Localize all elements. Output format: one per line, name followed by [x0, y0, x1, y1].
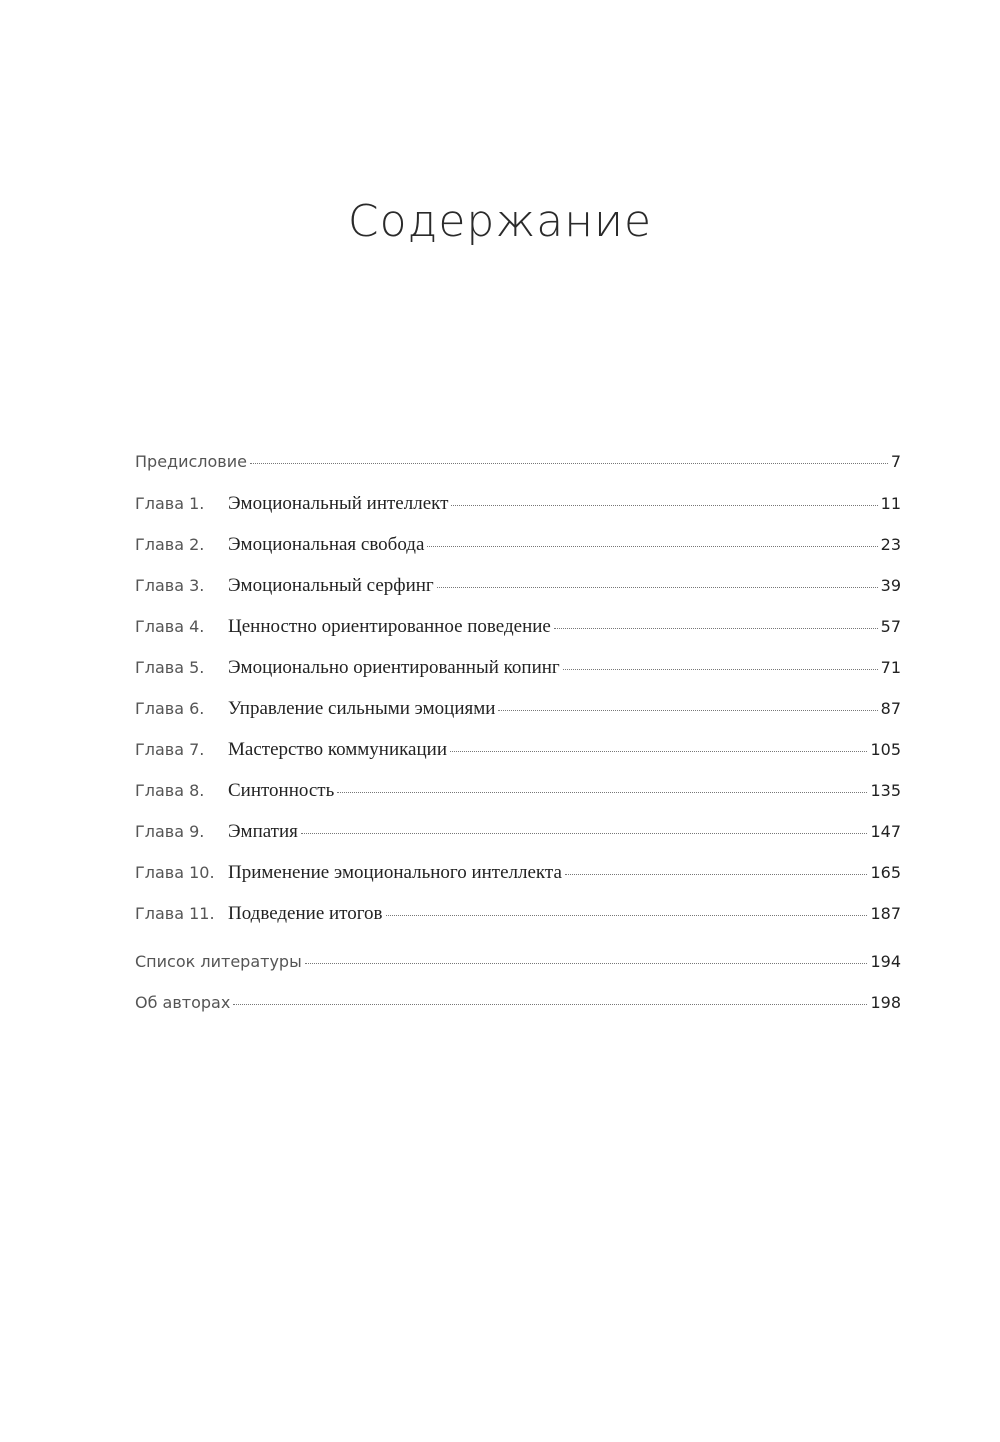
toc-page-number: 87	[880, 699, 901, 718]
toc-entry-title: Предисловие	[135, 452, 247, 471]
toc-entry-chapter[interactable]	[135, 698, 901, 739]
toc-entry-chapter[interactable]	[135, 780, 901, 821]
chapter-label: Глава 9.	[135, 822, 205, 841]
chapter-title: Эмоциональная свобода	[228, 534, 425, 555]
chapter-label: Глава 4.	[135, 617, 205, 636]
dot-leader	[563, 669, 878, 670]
chapter-title: Управление сильными эмоциями	[228, 698, 496, 719]
dot-leader	[337, 792, 867, 793]
toc-page-number: 135	[870, 781, 901, 800]
dot-leader	[305, 963, 868, 964]
chapter-title: Эмоциональный серфинг	[228, 575, 434, 596]
table-of-contents	[135, 452, 901, 1034]
chapter-label: Глава 6.	[135, 699, 205, 718]
dot-leader	[437, 587, 878, 588]
toc-entry-title: Об авторах	[135, 993, 231, 1012]
chapter-title: Ценностно ориентированное поведение	[228, 616, 551, 637]
toc-entry-chapter[interactable]	[135, 739, 901, 780]
toc-page-number: 147	[870, 822, 901, 841]
dot-leader	[233, 1004, 867, 1005]
toc-entry-about-authors[interactable]	[135, 993, 901, 1034]
toc-entry-chapter[interactable]	[135, 862, 901, 903]
chapter-title: Эмпатия	[228, 821, 298, 842]
toc-entry-chapter[interactable]	[135, 821, 901, 862]
toc-page-number: 105	[870, 740, 901, 759]
toc-page-number: 7	[890, 452, 901, 471]
toc-page-number: 23	[880, 535, 901, 554]
chapter-label: Глава 3.	[135, 576, 205, 595]
dot-leader	[427, 546, 877, 547]
chapter-title: Эмоционально ориентированный копинг	[228, 657, 560, 678]
toc-entry-title: Список литературы	[135, 952, 302, 971]
toc-entry-chapter[interactable]	[135, 493, 901, 534]
chapter-label: Глава 5.	[135, 658, 205, 677]
dot-leader	[386, 915, 868, 916]
toc-page-number: 187	[870, 904, 901, 923]
toc-page-number: 39	[880, 576, 901, 595]
dot-leader	[498, 710, 877, 711]
dot-leader	[554, 628, 878, 629]
dot-leader	[250, 463, 888, 464]
dot-leader	[565, 874, 868, 875]
toc-page-number: 11	[880, 494, 901, 513]
dot-leader	[301, 833, 868, 834]
dot-leader	[451, 505, 877, 506]
chapter-title: Применение эмоционального интеллекта	[228, 862, 562, 883]
toc-entry-preface[interactable]	[135, 452, 901, 493]
toc-page-number: 198	[870, 993, 901, 1012]
toc-entry-chapter[interactable]	[135, 534, 901, 575]
dot-leader	[450, 751, 867, 752]
chapter-title: Синтонность	[228, 780, 335, 801]
toc-page-number: 57	[880, 617, 901, 636]
chapter-label: Глава 8.	[135, 781, 205, 800]
toc-entry-chapter[interactable]	[135, 657, 901, 698]
chapter-label: Глава 7.	[135, 740, 205, 759]
toc-page-number: 194	[870, 952, 901, 971]
toc-page-number: 71	[880, 658, 901, 677]
chapter-title: Эмоциональный интеллект	[228, 493, 449, 514]
toc-entry-chapter[interactable]	[135, 903, 901, 944]
toc-entry-bibliography[interactable]	[135, 952, 901, 993]
toc-entry-chapter[interactable]	[135, 575, 901, 616]
chapter-label: Глава 11.	[135, 904, 215, 923]
chapter-title: Подведение итогов	[228, 903, 383, 924]
chapter-label: Глава 10.	[135, 863, 215, 882]
chapter-label: Глава 2.	[135, 535, 205, 554]
page-title: Содержание	[347, 196, 653, 247]
chapter-label: Глава 1.	[135, 494, 205, 513]
toc-entry-chapter[interactable]	[135, 616, 901, 657]
toc-page-number: 165	[870, 863, 901, 882]
chapter-title: Мастерство коммуникации	[228, 739, 447, 760]
